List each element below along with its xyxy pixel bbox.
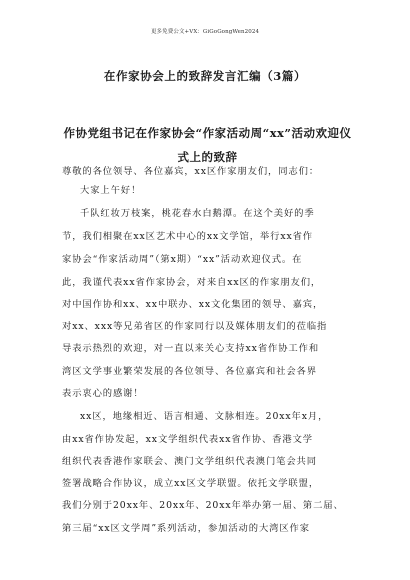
paragraph-line: 第三届“xx区文学周”系列活动，参加活动的大湾区作家 bbox=[62, 523, 310, 534]
speech-title-line-1: 作协党组书记在作家协会“作家活动周“xx”活动欢迎仪 bbox=[63, 126, 352, 140]
header-note: 更多免费公文+VX：GiGoGongWen2024 bbox=[150, 29, 260, 35]
paragraph-line: 组织代表香港作家联会、澳门文学组织代表澳门笔会共同 bbox=[62, 456, 317, 467]
paragraph-line: 此，我谨代表xx省作家协会，对来自xx区的作家朋友们， bbox=[62, 277, 322, 288]
paragraph-line: 千队红妆万枝案，桃花春水白鹅潭。在这个美好的季 bbox=[80, 208, 315, 219]
speech-title-line-2: 式上的致辞 bbox=[177, 150, 238, 164]
document-title: 在作家协会上的致辞发言汇编（3篇） bbox=[103, 69, 307, 83]
paragraph-line: 对xx、xxx等兄弟省区的作家同行以及媒体朋友们的莅临指 bbox=[62, 321, 328, 332]
greeting: 大家上午好！ bbox=[80, 185, 142, 196]
paragraph-line: 我们分别于20xx年、20xx年、20xx年举办第一届、第二届、 bbox=[62, 500, 344, 511]
paragraph-line: 对中国作协和xx、xx中联办、xx文化集团的领导、嘉宾， bbox=[62, 299, 324, 310]
paragraph-line: 表示衷心的感谢！ bbox=[62, 388, 144, 399]
paragraph-line: 家协会“作家活动周”（第x期）“xx”活动欢迎仪式。在 bbox=[62, 254, 303, 265]
paragraph-line: 签署战略合作协议，成立xx区文学联盟。依托文学联盟， bbox=[62, 478, 320, 489]
salutation: 尊敬的各位领导、各位嘉宾，xx区作家朋友们，同志们： bbox=[62, 166, 320, 177]
paragraph-line: 节，我们相聚在xx区艺术中心的xx文学馆，举行xx省作 bbox=[62, 231, 313, 242]
paragraph-line: 由xx省作协发起，xx文学组织代表xx省作协、香港文学 bbox=[62, 434, 313, 445]
paragraph-line: 导表示热烈的欢迎，对一直以来关心支持xx省作协工作和 bbox=[62, 343, 320, 354]
paragraph-line: xx区，地缘相近、语言相通、文脉相连。20xx年x月， bbox=[80, 411, 329, 422]
paragraph-line: 湾区文学事业繁荣发展的各位领导、各位嘉宾和社会各界 bbox=[62, 366, 317, 377]
